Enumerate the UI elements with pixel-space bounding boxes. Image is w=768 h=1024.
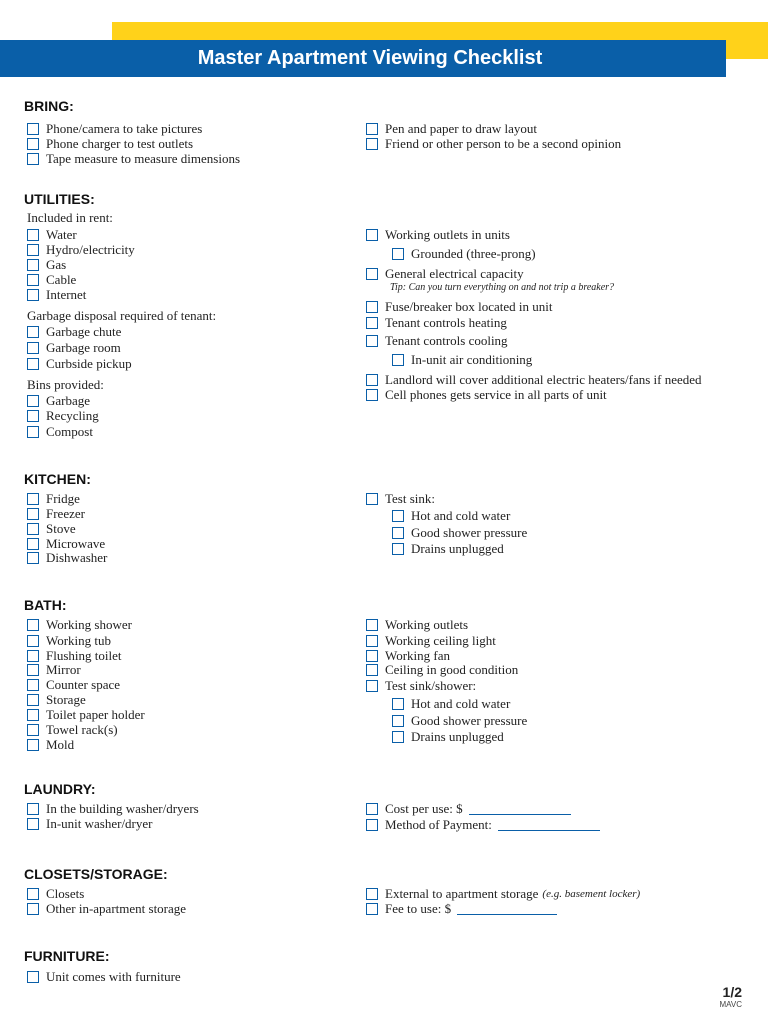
item-label: Fuse/breaker box located in unit	[385, 298, 553, 314]
checkbox[interactable]	[27, 538, 39, 550]
checkbox[interactable]	[27, 358, 39, 370]
subgroup-label: Garbage disposal required of tenant:	[27, 308, 217, 323]
tip-text: Tip: Can you turn everything on and not trip a breaker?	[390, 282, 615, 293]
item-label: Cell phones gets service in all parts of unit	[385, 386, 607, 402]
checklist-item[interactable]	[27, 969, 181, 984]
checklist-item[interactable]	[366, 633, 496, 648]
item-label: Unit comes with furniture	[46, 968, 181, 984]
item-label: General electrical capacity	[385, 265, 524, 281]
item-label: Curbside pickup	[46, 355, 132, 371]
section-heading-bath: BATH:	[24, 597, 67, 613]
item-label: Microwave	[46, 535, 106, 551]
checkbox[interactable]	[366, 493, 378, 505]
checklist-item[interactable]	[27, 340, 121, 355]
item-label: Fridge	[46, 490, 80, 506]
item-label: Test sink/shower:	[385, 677, 477, 693]
item-label: External to apartment storage	[385, 885, 539, 901]
section-heading-utilities: UTILITIES:	[24, 191, 95, 207]
checkbox[interactable]	[27, 410, 39, 422]
checklist-item[interactable]	[366, 678, 476, 693]
fee-blank-line[interactable]	[457, 902, 557, 915]
item-label: In-unit air conditioning	[411, 351, 533, 367]
checklist-item[interactable]	[27, 506, 85, 521]
checkbox[interactable]	[366, 635, 378, 647]
checkbox[interactable]	[27, 326, 39, 338]
page-title: Master Apartment Viewing Checklist	[197, 47, 543, 69]
item-label: Cable	[46, 271, 77, 287]
checkbox[interactable]	[27, 229, 39, 241]
checklist-item[interactable]	[27, 393, 90, 408]
checkbox[interactable]	[27, 709, 39, 721]
checkbox[interactable]	[366, 680, 378, 692]
checkbox[interactable]	[27, 694, 39, 706]
item-label: Hot and cold water	[411, 507, 511, 523]
checkbox[interactable]	[366, 317, 378, 329]
checklist-item[interactable]	[392, 246, 536, 261]
checkbox[interactable]	[392, 248, 404, 260]
section-heading-laundry: LAUNDRY:	[24, 781, 96, 797]
item-label: Flushing toilet	[46, 647, 122, 663]
checkbox[interactable]	[27, 138, 39, 150]
subgroup-label: Bins provided:	[27, 377, 104, 392]
checkbox[interactable]	[27, 635, 39, 647]
checkbox[interactable]	[366, 335, 378, 347]
checklist-item[interactable]	[27, 617, 132, 632]
checkbox[interactable]	[27, 508, 39, 520]
checkbox[interactable]	[366, 650, 378, 662]
checkbox[interactable]	[27, 259, 39, 271]
checklist-item[interactable]	[27, 408, 99, 423]
item-label: Tape measure to measure dimensions	[46, 150, 241, 166]
checkbox[interactable]	[366, 138, 378, 150]
checkbox[interactable]	[392, 715, 404, 727]
checkbox[interactable]	[366, 903, 378, 915]
cost-blank-line[interactable]	[469, 802, 571, 815]
item-label: Counter space	[46, 676, 121, 692]
checklist-item[interactable]	[366, 315, 507, 330]
item-label: Method of Payment:	[385, 816, 492, 832]
item-label: Recycling	[46, 407, 99, 423]
checkbox[interactable]	[27, 650, 39, 662]
item-label: Working ceiling light	[385, 632, 496, 648]
checkbox[interactable]	[392, 510, 404, 522]
checkbox[interactable]	[366, 301, 378, 313]
item-label: Mirror	[46, 661, 81, 677]
checklist-item[interactable]	[27, 227, 77, 242]
item-label: Drains unplugged	[411, 728, 504, 744]
checklist-item[interactable]	[392, 713, 527, 728]
item-label: Closets	[46, 885, 85, 901]
item-label: Garbage chute	[46, 323, 122, 339]
item-label: Drains unplugged	[411, 540, 504, 556]
item-label: Other in-apartment storage	[46, 900, 187, 916]
checklist-item[interactable]	[392, 541, 504, 556]
checklist-item[interactable]	[27, 356, 132, 371]
checklist-item[interactable]	[27, 816, 153, 831]
checklist-item[interactable]	[366, 817, 600, 832]
checkbox[interactable]	[366, 803, 378, 815]
checklist-item[interactable]	[27, 242, 135, 257]
item-label: Working tub	[46, 632, 112, 648]
checkbox[interactable]	[27, 679, 39, 691]
checkbox[interactable]	[366, 374, 378, 386]
item-label: Good shower pressure	[411, 524, 528, 540]
checklist-item[interactable]	[366, 617, 468, 632]
item-note: (e.g. basement locker)	[542, 887, 641, 900]
checklist-item[interactable]	[366, 136, 621, 151]
checklist-item[interactable]	[27, 424, 93, 439]
checklist-item[interactable]	[366, 662, 518, 677]
checkbox[interactable]	[27, 153, 39, 165]
checkbox[interactable]	[366, 123, 378, 135]
checklist-item[interactable]	[27, 901, 186, 916]
checkbox[interactable]	[366, 819, 378, 831]
item-label: Good shower pressure	[411, 712, 528, 728]
checkbox[interactable]	[27, 552, 39, 564]
item-label: Garbage	[46, 392, 91, 408]
checklist-item[interactable]	[27, 521, 76, 536]
checklist-item[interactable]	[366, 387, 607, 402]
item-label: Hot and cold water	[411, 695, 511, 711]
item-label: Working outlets	[385, 616, 469, 632]
checklist-item[interactable]	[27, 324, 121, 339]
checkbox[interactable]	[27, 724, 39, 736]
section-heading-furniture: FURNITURE:	[24, 948, 110, 964]
checklist-item[interactable]	[27, 886, 84, 901]
checkbox[interactable]	[27, 395, 39, 407]
checkbox[interactable]	[366, 888, 378, 900]
item-label: Towel rack(s)	[46, 721, 118, 737]
checklist-item[interactable]	[27, 737, 74, 752]
item-label: Internet	[46, 286, 87, 302]
checklist-item[interactable]	[27, 491, 80, 506]
checklist-item[interactable]	[366, 886, 640, 901]
checkbox[interactable]	[366, 664, 378, 676]
item-label: Mold	[46, 736, 75, 752]
item-label: In-unit washer/dryer	[46, 815, 153, 831]
checkbox[interactable]	[27, 274, 39, 286]
checklist-item[interactable]	[27, 136, 193, 151]
checkbox[interactable]	[27, 123, 39, 135]
checklist-item[interactable]	[366, 372, 702, 387]
item-label: Freezer	[46, 505, 85, 521]
item-label: Dishwasher	[46, 549, 108, 565]
item-label: Toilet paper holder	[46, 706, 145, 722]
checklist-item[interactable]	[392, 352, 532, 367]
item-label: In the building washer/dryers	[46, 800, 199, 816]
checklist-item[interactable]	[27, 151, 240, 166]
item-label: Garbage room	[46, 339, 121, 355]
checkbox[interactable]	[27, 244, 39, 256]
checkbox[interactable]	[27, 523, 39, 535]
item-label: Compost	[46, 423, 93, 439]
item-label: Phone/camera to take pictures	[46, 120, 203, 136]
checkbox[interactable]	[27, 493, 39, 505]
item-label: Pen and paper to draw layout	[385, 120, 537, 136]
checkbox[interactable]	[392, 354, 404, 366]
checkbox[interactable]	[366, 389, 378, 401]
checklist-item[interactable]	[392, 525, 527, 540]
checklist-item[interactable]	[27, 707, 145, 722]
checkbox[interactable]	[366, 229, 378, 241]
item-label: Working shower	[46, 616, 132, 632]
section-heading-closets: CLOSETS/STORAGE:	[24, 866, 168, 882]
checkbox[interactable]	[27, 971, 39, 983]
checkbox[interactable]	[392, 543, 404, 555]
checklist-item[interactable]	[27, 662, 81, 677]
checklist-item[interactable]	[366, 121, 537, 136]
payment-blank-line[interactable]	[498, 818, 600, 831]
item-label: Friend or other person to be a second opinion	[385, 135, 622, 151]
item-label: Stove	[46, 520, 76, 536]
checklist-item[interactable]	[27, 272, 76, 287]
item-label: Grounded (three-prong)	[411, 245, 536, 261]
item-label: Tenant controls heating	[385, 314, 507, 330]
checklist-item[interactable]	[27, 677, 120, 692]
checklist-item[interactable]	[366, 299, 553, 314]
checklist-item[interactable]	[366, 491, 435, 506]
checkbox[interactable]	[366, 619, 378, 631]
item-label: Tenant controls cooling	[385, 332, 508, 348]
section-heading-bring: BRING:	[24, 98, 74, 114]
checklist-item[interactable]	[27, 287, 86, 302]
item-label: Working outlets in units	[385, 226, 510, 242]
checkbox[interactable]	[27, 903, 39, 915]
page-number: 1/2	[722, 984, 742, 1000]
checkbox[interactable]	[392, 731, 404, 743]
checkbox[interactable]	[27, 342, 39, 354]
subgroup-label: Included in rent:	[27, 210, 113, 225]
checklist-item[interactable]	[366, 266, 524, 281]
checklist-item[interactable]	[27, 722, 118, 737]
item-label: Fee to use: $	[385, 900, 452, 916]
checkbox[interactable]	[27, 289, 39, 301]
item-label: Gas	[46, 256, 67, 272]
checklist-item[interactable]	[27, 801, 199, 816]
item-label: Landlord will cover additional electric heaters/fans if needed	[385, 371, 702, 387]
checklist-item[interactable]	[392, 729, 504, 744]
item-label: Ceiling in good condition	[385, 661, 519, 677]
checkbox[interactable]	[27, 426, 39, 438]
item-label: Test sink:	[385, 490, 436, 506]
item-label: Working fan	[385, 647, 451, 663]
checkbox[interactable]	[27, 619, 39, 631]
item-label: Water	[46, 226, 77, 242]
checkbox[interactable]	[27, 818, 39, 830]
item-label: Cost per use: $	[385, 800, 463, 816]
checklist-item[interactable]	[27, 550, 107, 565]
checkbox[interactable]	[27, 888, 39, 900]
checklist-item[interactable]	[27, 121, 202, 136]
item-label: Storage	[46, 691, 86, 707]
checkbox[interactable]	[27, 739, 39, 751]
checklist-item[interactable]	[366, 801, 571, 816]
checklist-item[interactable]	[366, 227, 510, 242]
checklist-item[interactable]	[27, 257, 66, 272]
checkbox[interactable]	[392, 698, 404, 710]
document-code: MAVC	[719, 1000, 742, 1009]
checklist-item[interactable]	[392, 696, 510, 711]
checkbox[interactable]	[27, 664, 39, 676]
checkbox[interactable]	[27, 803, 39, 815]
checklist-item[interactable]	[392, 508, 510, 523]
checklist-item[interactable]	[366, 333, 508, 348]
item-label: Hydro/electricity	[46, 241, 135, 257]
item-label: Phone charger to test outlets	[46, 135, 194, 151]
checklist-item[interactable]	[366, 901, 557, 916]
checkbox[interactable]	[392, 527, 404, 539]
section-heading-kitchen: KITCHEN:	[24, 471, 91, 487]
checkbox[interactable]	[366, 268, 378, 280]
checklist-item[interactable]	[27, 633, 111, 648]
checklist-item[interactable]	[27, 692, 86, 707]
